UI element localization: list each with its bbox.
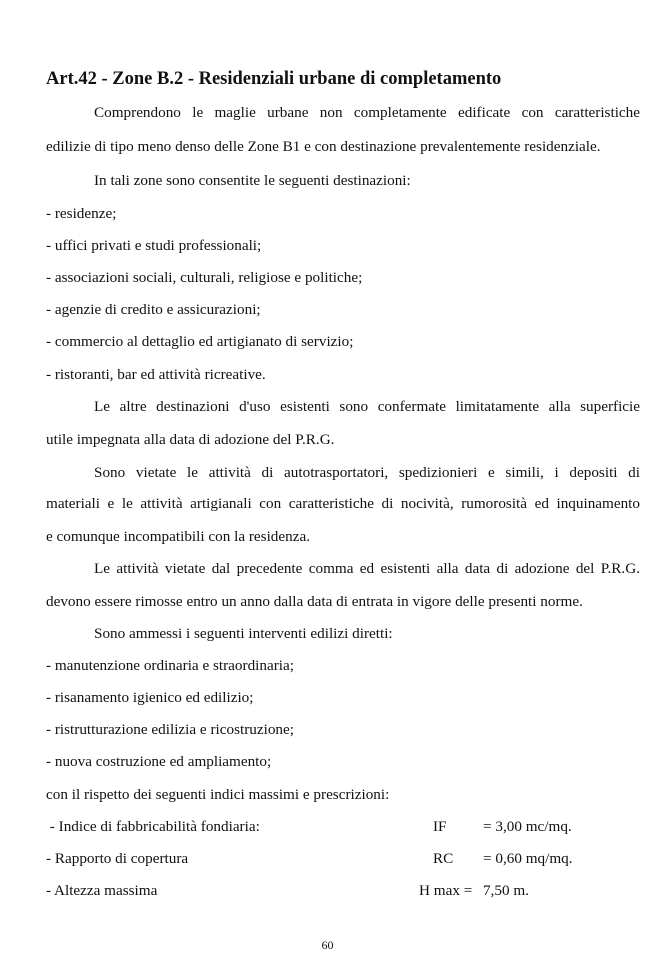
- index-symbol: H max =: [419, 882, 473, 899]
- index-value: 7,50 m.: [483, 882, 529, 899]
- list-item: - ristoranti, bar ed attività ricreative.: [46, 366, 266, 383]
- paragraph-line: Sono ammessi i seguenti interventi edilizi diretti:: [94, 625, 393, 642]
- index-value: = 3,00 mc/mq.: [483, 818, 572, 835]
- list-item: - residenze;: [46, 205, 117, 222]
- index-symbol: RC: [433, 850, 454, 867]
- list-item: - agenzie di credito e assicurazioni;: [46, 301, 261, 318]
- index-symbol: IF: [433, 818, 447, 835]
- paragraph-line: con il rispetto dei seguenti indici massimi e prescrizioni:: [46, 786, 390, 803]
- index-label: - Indice di fabbricabilità fondiaria:: [46, 818, 260, 835]
- page-number: 60: [321, 938, 334, 952]
- paragraph-line: Le altre destinazioni d'uso esistenti sono confermate limitatamente alla superficie: [94, 398, 640, 415]
- paragraph-line: In tali zone sono consentite le seguenti destinazioni:: [94, 172, 411, 189]
- paragraph-line: e comunque incompatibili con la residenza.: [46, 528, 311, 545]
- list-item: - associazioni sociali, culturali, religiose e politiche;: [46, 269, 363, 286]
- list-item: - risanamento igienico ed edilizio;: [46, 689, 254, 706]
- paragraph-line: devono essere rimosse entro un anno dalla data di entrata in vigore delle presenti norme.: [46, 593, 583, 610]
- index-label: - Altezza massima: [46, 882, 158, 899]
- paragraph-line: utile impegnata alla data di adozione del P.R.G.: [46, 431, 335, 448]
- list-item: - manutenzione ordinaria e straordinaria;: [46, 657, 294, 674]
- list-item: - uffici privati e studi professionali;: [46, 237, 262, 254]
- list-item: - ristrutturazione edilizia e ricostruzione;: [46, 721, 294, 738]
- index-label: - Rapporto di copertura: [46, 850, 189, 867]
- article-title: Art.42 - Zone B.2 - Residenziali urbane di completamento: [46, 69, 502, 89]
- paragraph-line: Le attività vietate dal precedente comma ed esistenti alla data di adozione del P.R.G.: [94, 560, 640, 577]
- paragraph-line: edilizie di tipo meno denso delle Zone B1 e con destinazione prevalentemente residenziale.: [46, 138, 601, 155]
- list-item: - commercio al dettaglio ed artigianato di servizio;: [46, 333, 354, 350]
- paragraph-line: Sono vietate le attività di autotrasportatori, spedizionieri e simili, i depositi di: [94, 464, 640, 481]
- list-item: - nuova costruzione ed ampliamento;: [46, 753, 272, 770]
- paragraph-line: Comprendono le maglie urbane non completamente edificate con caratteristiche: [94, 104, 640, 121]
- index-value: = 0,60 mq/mq.: [483, 850, 573, 867]
- paragraph-line: materiali e le attività artigianali con caratteristiche di nocività, rumorosità ed inquinamento: [46, 495, 640, 512]
